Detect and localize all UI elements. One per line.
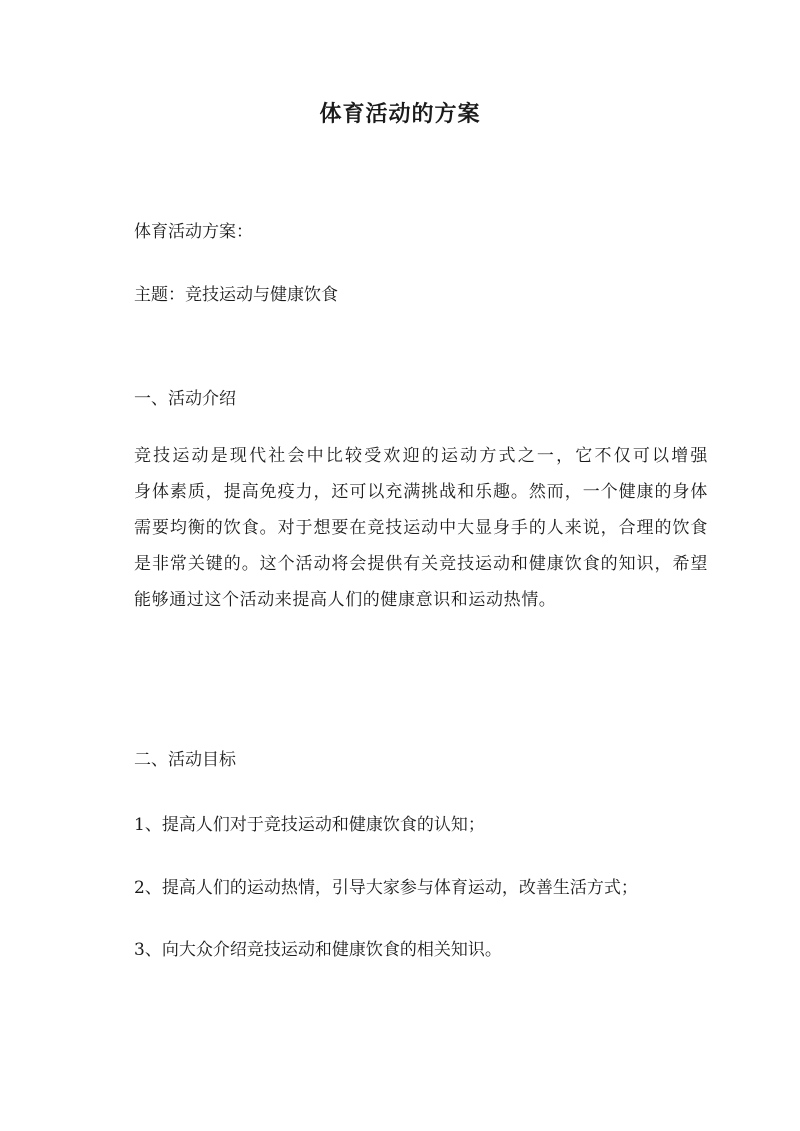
section-2-heading: 二、活动目标	[134, 750, 236, 770]
goal-item-2: 2、提高人们的运动热情，引导大家参与体育运动，改善生活方式；	[134, 878, 638, 898]
goal-item-3: 3、向大众介绍竞技运动和健康饮食的相关知识。	[134, 940, 502, 960]
paragraph-line: 身体素质，提高免疫力，还可以充满挑战和乐趣。然而，一个健康的身体	[134, 482, 708, 502]
intro-label: 体育活动方案：	[134, 222, 253, 242]
section-1-heading: 一、活动介绍	[134, 389, 236, 409]
paragraph-line: 需要均衡的饮食。对于想要在竞技运动中大显身手的人来说，合理的饮食	[134, 518, 708, 538]
section-1-paragraph	[134, 438, 708, 618]
goal-item-1: 1、提高人们对于竞技运动和健康饮食的认知；	[134, 815, 485, 835]
paragraph-line: 是非常关键的。这个活动将会提供有关竞技运动和健康饮食的知识，希望	[134, 554, 708, 574]
paragraph-line: 竞技运动是现代社会中比较受欢迎的运动方式之一，它不仅可以增强	[134, 446, 708, 466]
document-title: 体育活动的方案	[319, 101, 481, 127]
paragraph-line: 能够通过这个活动来提高人们的健康意识和运动热情。	[134, 590, 557, 610]
theme-line: 主题：竞技运动与健康饮食	[134, 285, 338, 305]
